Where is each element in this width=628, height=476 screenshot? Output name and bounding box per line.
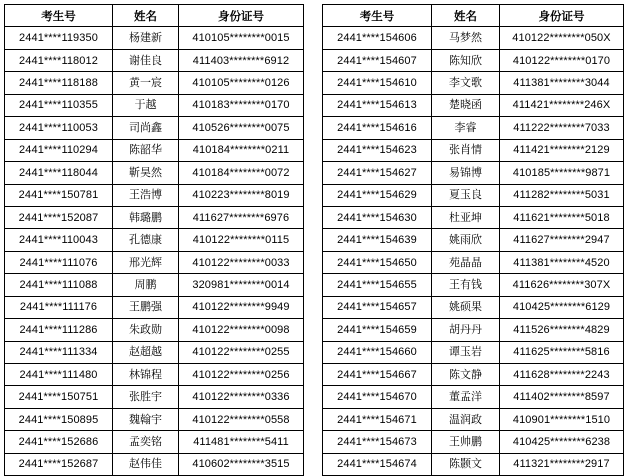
exam-no-cell: 2441****111480 [5,364,113,386]
exam-no-cell: 2441****154610 [323,72,432,94]
table-row [5,27,304,49]
name-cell: 孔德康 [113,229,179,251]
name-cell: 李睿 [432,117,500,139]
exam-no-cell: 2441****110043 [5,229,113,251]
name-cell: 温润政 [432,408,500,430]
id-card-cell: 410122********0256 [179,364,304,386]
exam-no-cell: 2441****154650 [323,251,432,273]
header-id-card: 身份证号 [500,5,624,27]
exam-no-cell: 2441****154660 [323,341,432,363]
table-row [323,27,624,49]
id-card-cell: 410901********1510 [500,408,624,430]
exam-no-cell: 2441****154616 [323,117,432,139]
id-card-cell: 411621********5018 [500,206,624,228]
exam-no-cell: 2441****154630 [323,206,432,228]
name-cell: 王浩博 [113,184,179,206]
table-row [5,184,304,206]
name-cell: 于越 [113,94,179,116]
exam-no-cell: 2441****111176 [5,296,113,318]
name-cell: 赵伟佳 [113,453,179,475]
exam-no-cell: 2441****150895 [5,408,113,430]
table-row [5,229,304,251]
id-card-cell: 410425********6129 [500,296,624,318]
table-row [5,94,304,116]
name-cell: 陈颢文 [432,453,500,475]
id-card-cell: 411381********4520 [500,251,624,273]
id-card-cell: 411481********5411 [179,431,304,453]
exam-no-cell: 2441****154673 [323,431,432,453]
id-card-cell: 411421********2129 [500,139,624,161]
name-cell: 陈韶华 [113,139,179,161]
table-row [323,49,624,71]
table-row [5,408,304,430]
table-row [5,72,304,94]
name-cell: 姚雨欣 [432,229,500,251]
table-row [323,319,624,341]
table-row [5,162,304,184]
id-card-cell: 410122********0255 [179,341,304,363]
candidate-table-left [4,4,304,476]
id-card-cell: 410122********9949 [179,296,304,318]
name-cell: 苑晶晶 [432,251,500,273]
name-cell: 陈文静 [432,364,500,386]
exam-no-cell: 2441****152087 [5,206,113,228]
table-row [323,184,624,206]
name-cell: 周鹏 [113,274,179,296]
exam-no-cell: 2441****110053 [5,117,113,139]
id-card-cell: 410122********050X [500,27,624,49]
id-card-cell: 411628********2243 [500,364,624,386]
exam-no-cell: 2441****154607 [323,49,432,71]
exam-no-cell: 2441****118012 [5,49,113,71]
exam-no-cell: 2441****154655 [323,274,432,296]
id-card-cell: 320981********0014 [179,274,304,296]
exam-no-cell: 2441****119350 [5,27,113,49]
name-cell: 黄一宸 [113,72,179,94]
exam-no-cell: 2441****154674 [323,453,432,475]
name-cell: 李文歌 [432,72,500,94]
name-cell: 孟奕铭 [113,431,179,453]
name-cell: 靳昊然 [113,162,179,184]
exam-no-cell: 2441****154671 [323,408,432,430]
exam-no-cell: 2441****154657 [323,296,432,318]
name-cell: 王有钱 [432,274,500,296]
table-row [5,364,304,386]
name-cell: 谢佳良 [113,49,179,71]
id-card-cell: 411321********2917 [500,453,624,475]
header-name: 姓名 [432,5,500,27]
table-row [5,139,304,161]
candidate-table-right [322,4,624,476]
id-card-cell: 411381********3044 [500,72,624,94]
name-cell: 易锦博 [432,162,500,184]
name-cell: 王鹏强 [113,296,179,318]
id-card-cell: 411625********5816 [500,341,624,363]
id-card-cell: 411282********5031 [500,184,624,206]
table-row [5,206,304,228]
name-cell: 杨建新 [113,27,179,49]
name-cell: 姚硕果 [432,296,500,318]
id-card-cell: 410122********0115 [179,229,304,251]
id-card-cell: 410183********0170 [179,94,304,116]
table-row [5,341,304,363]
table-row [5,49,304,71]
exam-no-cell: 2441****110294 [5,139,113,161]
name-cell: 谭玉岩 [432,341,500,363]
id-card-cell: 411626********307X [500,274,624,296]
id-card-cell: 410122********0558 [179,408,304,430]
table-row [323,386,624,408]
exam-no-cell: 2441****154627 [323,162,432,184]
header-name: 姓名 [113,5,179,27]
id-card-cell: 410223********8019 [179,184,304,206]
table-row [323,341,624,363]
exam-no-cell: 2441****154670 [323,386,432,408]
id-card-cell: 411222********7033 [500,117,624,139]
id-card-cell: 411627********6976 [179,206,304,228]
exam-no-cell: 2441****111076 [5,251,113,273]
name-cell: 赵超越 [113,341,179,363]
name-cell: 张胜宇 [113,386,179,408]
exam-no-cell: 2441****152686 [5,431,113,453]
name-cell: 胡丹丹 [432,319,500,341]
id-card-cell: 410184********0211 [179,139,304,161]
table-row [323,408,624,430]
table-row [5,431,304,453]
exam-no-cell: 2441****154613 [323,94,432,116]
id-card-cell: 410425********6238 [500,431,624,453]
exam-no-cell: 2441****111286 [5,319,113,341]
table-row [5,319,304,341]
header-exam-no: 考生号 [323,5,432,27]
table-row [5,386,304,408]
exam-no-cell: 2441****154667 [323,364,432,386]
table-row [323,274,624,296]
id-card-cell: 411627********2947 [500,229,624,251]
exam-no-cell: 2441****111088 [5,274,113,296]
table-row [323,229,624,251]
id-card-cell: 411402********8597 [500,386,624,408]
id-card-cell: 411526********4829 [500,319,624,341]
id-card-cell: 410602********3515 [179,453,304,475]
id-card-cell: 410122********0170 [500,49,624,71]
header-row [323,5,624,27]
table-row [323,94,624,116]
name-cell: 陈知欣 [432,49,500,71]
table-row [5,296,304,318]
id-card-cell: 410122********0098 [179,319,304,341]
name-cell: 邢光辉 [113,251,179,273]
table-row [5,274,304,296]
id-card-cell: 411421********246X [500,94,624,116]
exam-no-cell: 2441****110355 [5,94,113,116]
name-cell: 董孟洋 [432,386,500,408]
header-exam-no: 考生号 [5,5,113,27]
name-cell: 楚晓函 [432,94,500,116]
table-row [5,453,304,475]
id-card-cell: 410122********0033 [179,251,304,273]
name-cell: 司尚鑫 [113,117,179,139]
id-card-cell: 410105********0126 [179,72,304,94]
table-row [323,117,624,139]
table-row [323,206,624,228]
exam-no-cell: 2441****118188 [5,72,113,94]
exam-no-cell: 2441****150751 [5,386,113,408]
id-card-cell: 410184********0072 [179,162,304,184]
id-card-cell: 410105********0015 [179,27,304,49]
id-card-cell: 410526********0075 [179,117,304,139]
table-row [323,453,624,475]
id-card-cell: 411403********6912 [179,49,304,71]
exam-no-cell: 2441****111334 [5,341,113,363]
table-row [323,72,624,94]
name-cell: 张肖情 [432,139,500,161]
name-cell: 朱政勋 [113,319,179,341]
exam-no-cell: 2441****118044 [5,162,113,184]
header-row [5,5,304,27]
exam-no-cell: 2441****154623 [323,139,432,161]
table-row [5,251,304,273]
name-cell: 王帅鹏 [432,431,500,453]
exam-no-cell: 2441****154606 [323,27,432,49]
table-row [323,162,624,184]
exam-no-cell: 2441****150781 [5,184,113,206]
id-card-cell: 410122********0336 [179,386,304,408]
table-row [323,296,624,318]
header-id-card: 身份证号 [179,5,304,27]
table-row [5,117,304,139]
name-cell: 马梦然 [432,27,500,49]
name-cell: 魏翰宇 [113,408,179,430]
table-row [323,364,624,386]
table-row [323,139,624,161]
exam-no-cell: 2441****154659 [323,319,432,341]
table-row [323,431,624,453]
name-cell: 杜亚坤 [432,206,500,228]
name-cell: 夏玉良 [432,184,500,206]
exam-no-cell: 2441****154639 [323,229,432,251]
exam-no-cell: 2441****152687 [5,453,113,475]
table-row [323,251,624,273]
name-cell: 韩璐鹏 [113,206,179,228]
name-cell: 林锦程 [113,364,179,386]
id-card-cell: 410185********9871 [500,162,624,184]
exam-no-cell: 2441****154629 [323,184,432,206]
